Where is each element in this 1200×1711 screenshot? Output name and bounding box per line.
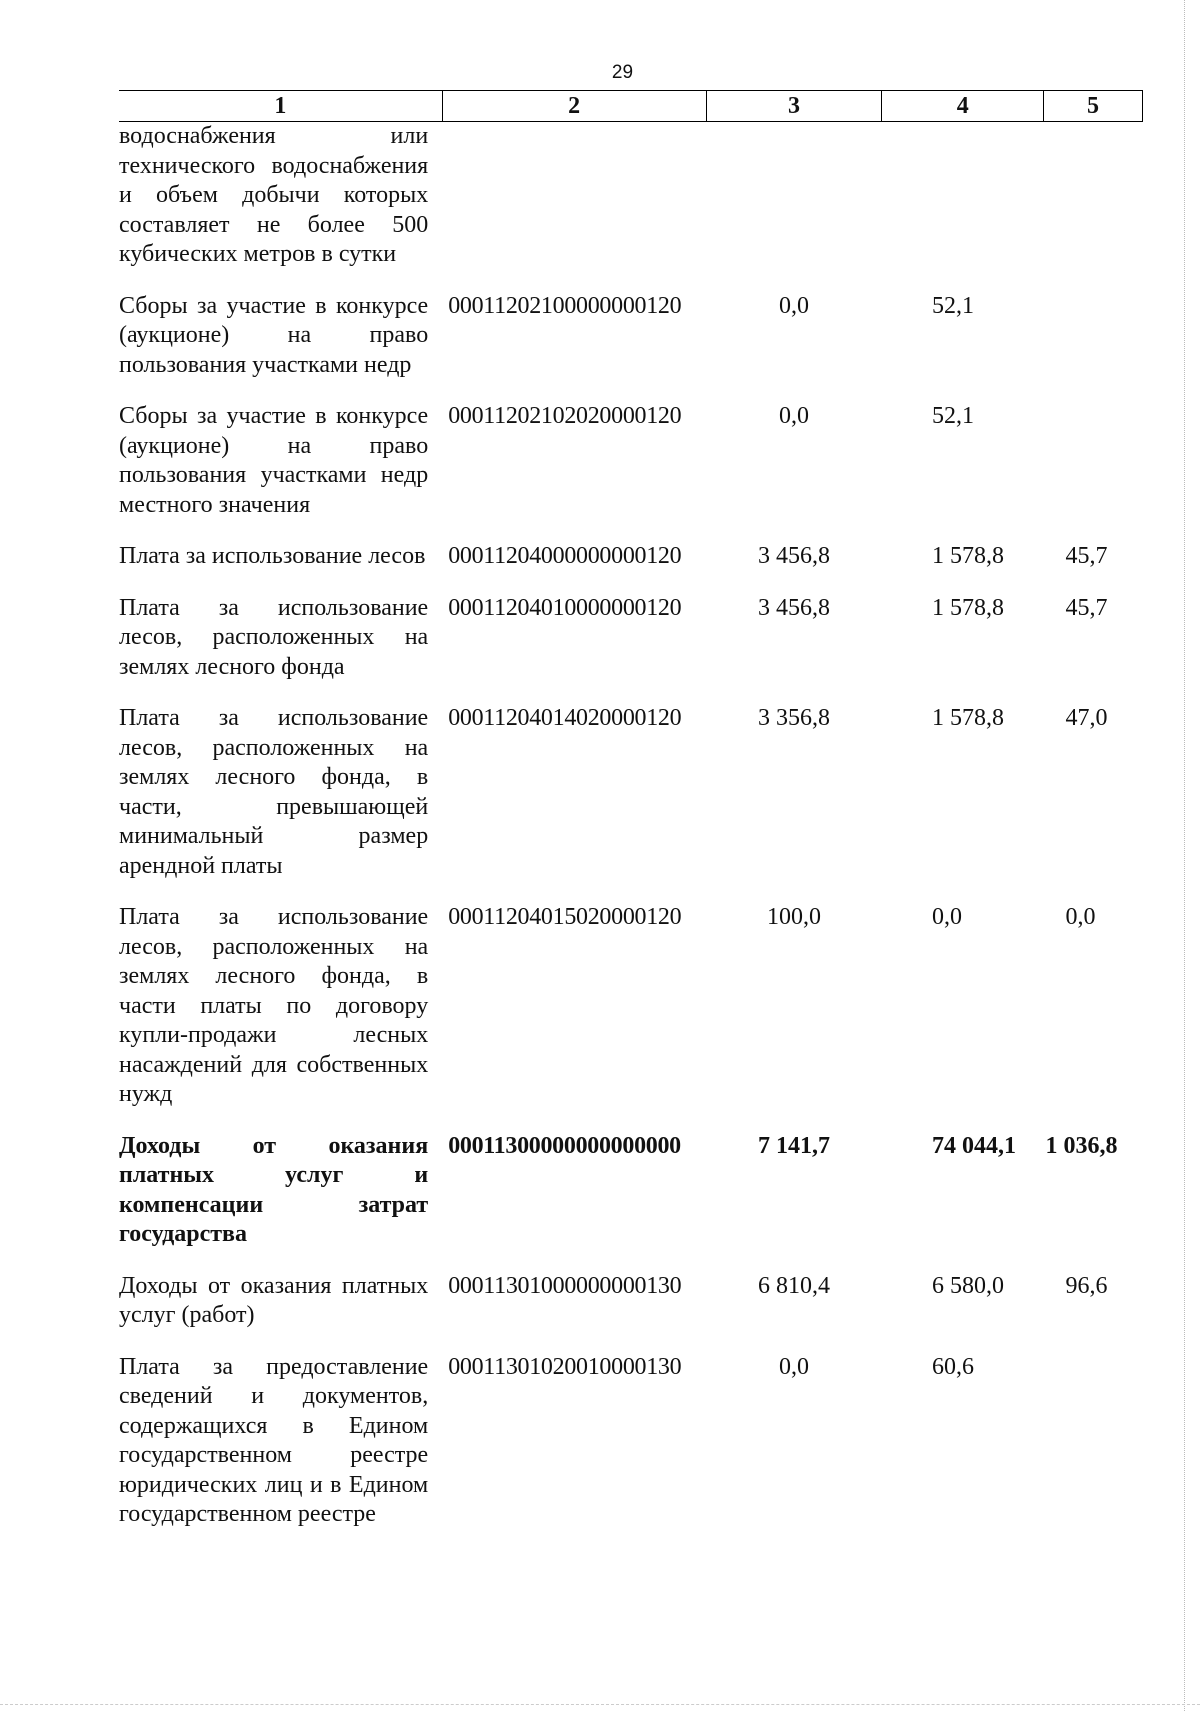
row-col3: 3 456,8	[757, 543, 830, 569]
table-row	[119, 292, 1143, 403]
row-col5: 1 036,8	[1045, 1132, 1118, 1159]
row-col4: 0,0	[931, 904, 962, 930]
table-row	[119, 1272, 1143, 1353]
row-col3: 0,0	[778, 292, 809, 319]
row-name: Плата за использование лесов, расположенных на землях лесного фонда, в части платы по договору купли-продажи лесных насаждений для собственных нужд	[119, 904, 429, 1107]
row-col3: 3 356,8	[757, 705, 830, 731]
row-code: 00011301020010000130	[448, 1353, 682, 1380]
row-col3: 0,0	[778, 1353, 809, 1380]
row-code: 00011301000000000130	[448, 1272, 682, 1299]
row-col4: 60,6	[931, 1353, 974, 1380]
column-header-4: 4	[882, 91, 1044, 122]
table-row	[119, 704, 1143, 903]
scan-bottom-edge	[0, 1704, 1200, 1711]
table-row	[119, 594, 1143, 705]
row-col4: 1 578,8	[931, 543, 1004, 569]
row-code: 00011202100000000120	[448, 292, 682, 319]
row-code: 00011204010000000120	[448, 594, 682, 621]
column-header-5: 5	[1044, 91, 1143, 122]
table-row	[119, 903, 1143, 1132]
table-row	[119, 402, 1143, 542]
table-header-row	[119, 91, 1143, 122]
table-body	[119, 122, 1143, 1552]
page-number: 29	[611, 62, 634, 83]
row-col3: 0,0	[778, 403, 809, 429]
row-col5	[1044, 292, 1143, 403]
row-col5: 47,0	[1065, 705, 1108, 731]
row-col4: 52,1	[931, 292, 974, 319]
row-col3: 3 456,8	[757, 594, 830, 621]
row-col5: 45,7	[1065, 543, 1108, 569]
row-name: Доходы от оказания платных услуг (работ)	[119, 1272, 429, 1328]
row-name: Плата за использование лесов, расположенных на землях лесного фонда, в части, превышающей минимальный размер арендной платы	[119, 705, 429, 879]
table-row	[119, 122, 1143, 292]
row-col4: 52,1	[931, 403, 974, 429]
row-col4: 6 580,0	[931, 1272, 1004, 1299]
row-name: Доходы от оказания платных услуг и компенсации затрат государства	[119, 1132, 429, 1247]
column-header-1: 1	[119, 91, 442, 122]
scan-edge-line	[1184, 0, 1186, 1711]
row-name: Сборы за участие в конкурсе (аукционе) на право пользования участками недр местного значения	[119, 403, 429, 518]
row-name: Плата за использование лесов	[119, 543, 426, 569]
row-col5	[1044, 122, 1143, 292]
column-header-2: 2	[442, 91, 706, 122]
table-row	[119, 542, 1143, 594]
row-code	[442, 122, 706, 292]
row-col4: 74 044,1	[931, 1132, 1016, 1159]
row-name: Плата за использование лесов, расположенных на землях лесного фонда	[119, 594, 429, 680]
row-name: Плата за предоставление сведений и документов, содержащихся в Едином государственном реестре юридических лиц и в Едином государственном реестре	[119, 1353, 429, 1527]
revenue-table	[119, 90, 1143, 1552]
row-code: 00011204014020000120	[448, 705, 682, 731]
row-col4: 1 578,8	[931, 594, 1004, 621]
table-row-subtotal	[119, 1132, 1143, 1272]
row-name: Сборы за участие в конкурсе (аукционе) на право пользования участками недр	[119, 292, 429, 378]
column-header-3: 3	[706, 91, 882, 122]
row-col3	[706, 122, 882, 292]
row-col5: 45,7	[1065, 594, 1108, 621]
row-col3: 7 141,7	[757, 1132, 830, 1159]
row-col3: 6 810,4	[757, 1272, 830, 1299]
row-col3: 100,0	[766, 904, 821, 930]
row-name: водоснабжения или технического водоснабжения и объем добычи которых составляет не более 500 кубических метров в сутки	[119, 123, 429, 267]
row-code: 00011202102020000120	[448, 403, 682, 429]
row-col5	[1044, 402, 1143, 542]
row-col5: 0,0	[1065, 904, 1096, 930]
row-code: 00011204000000000120	[448, 543, 682, 569]
row-col4: 1 578,8	[931, 705, 1004, 731]
row-col4	[882, 122, 1044, 292]
row-code: 00011300000000000000	[448, 1132, 681, 1159]
row-col5	[1044, 1353, 1143, 1552]
table-row	[119, 1353, 1143, 1552]
row-col5: 96,6	[1065, 1272, 1108, 1299]
row-code: 00011204015020000120	[448, 904, 682, 930]
